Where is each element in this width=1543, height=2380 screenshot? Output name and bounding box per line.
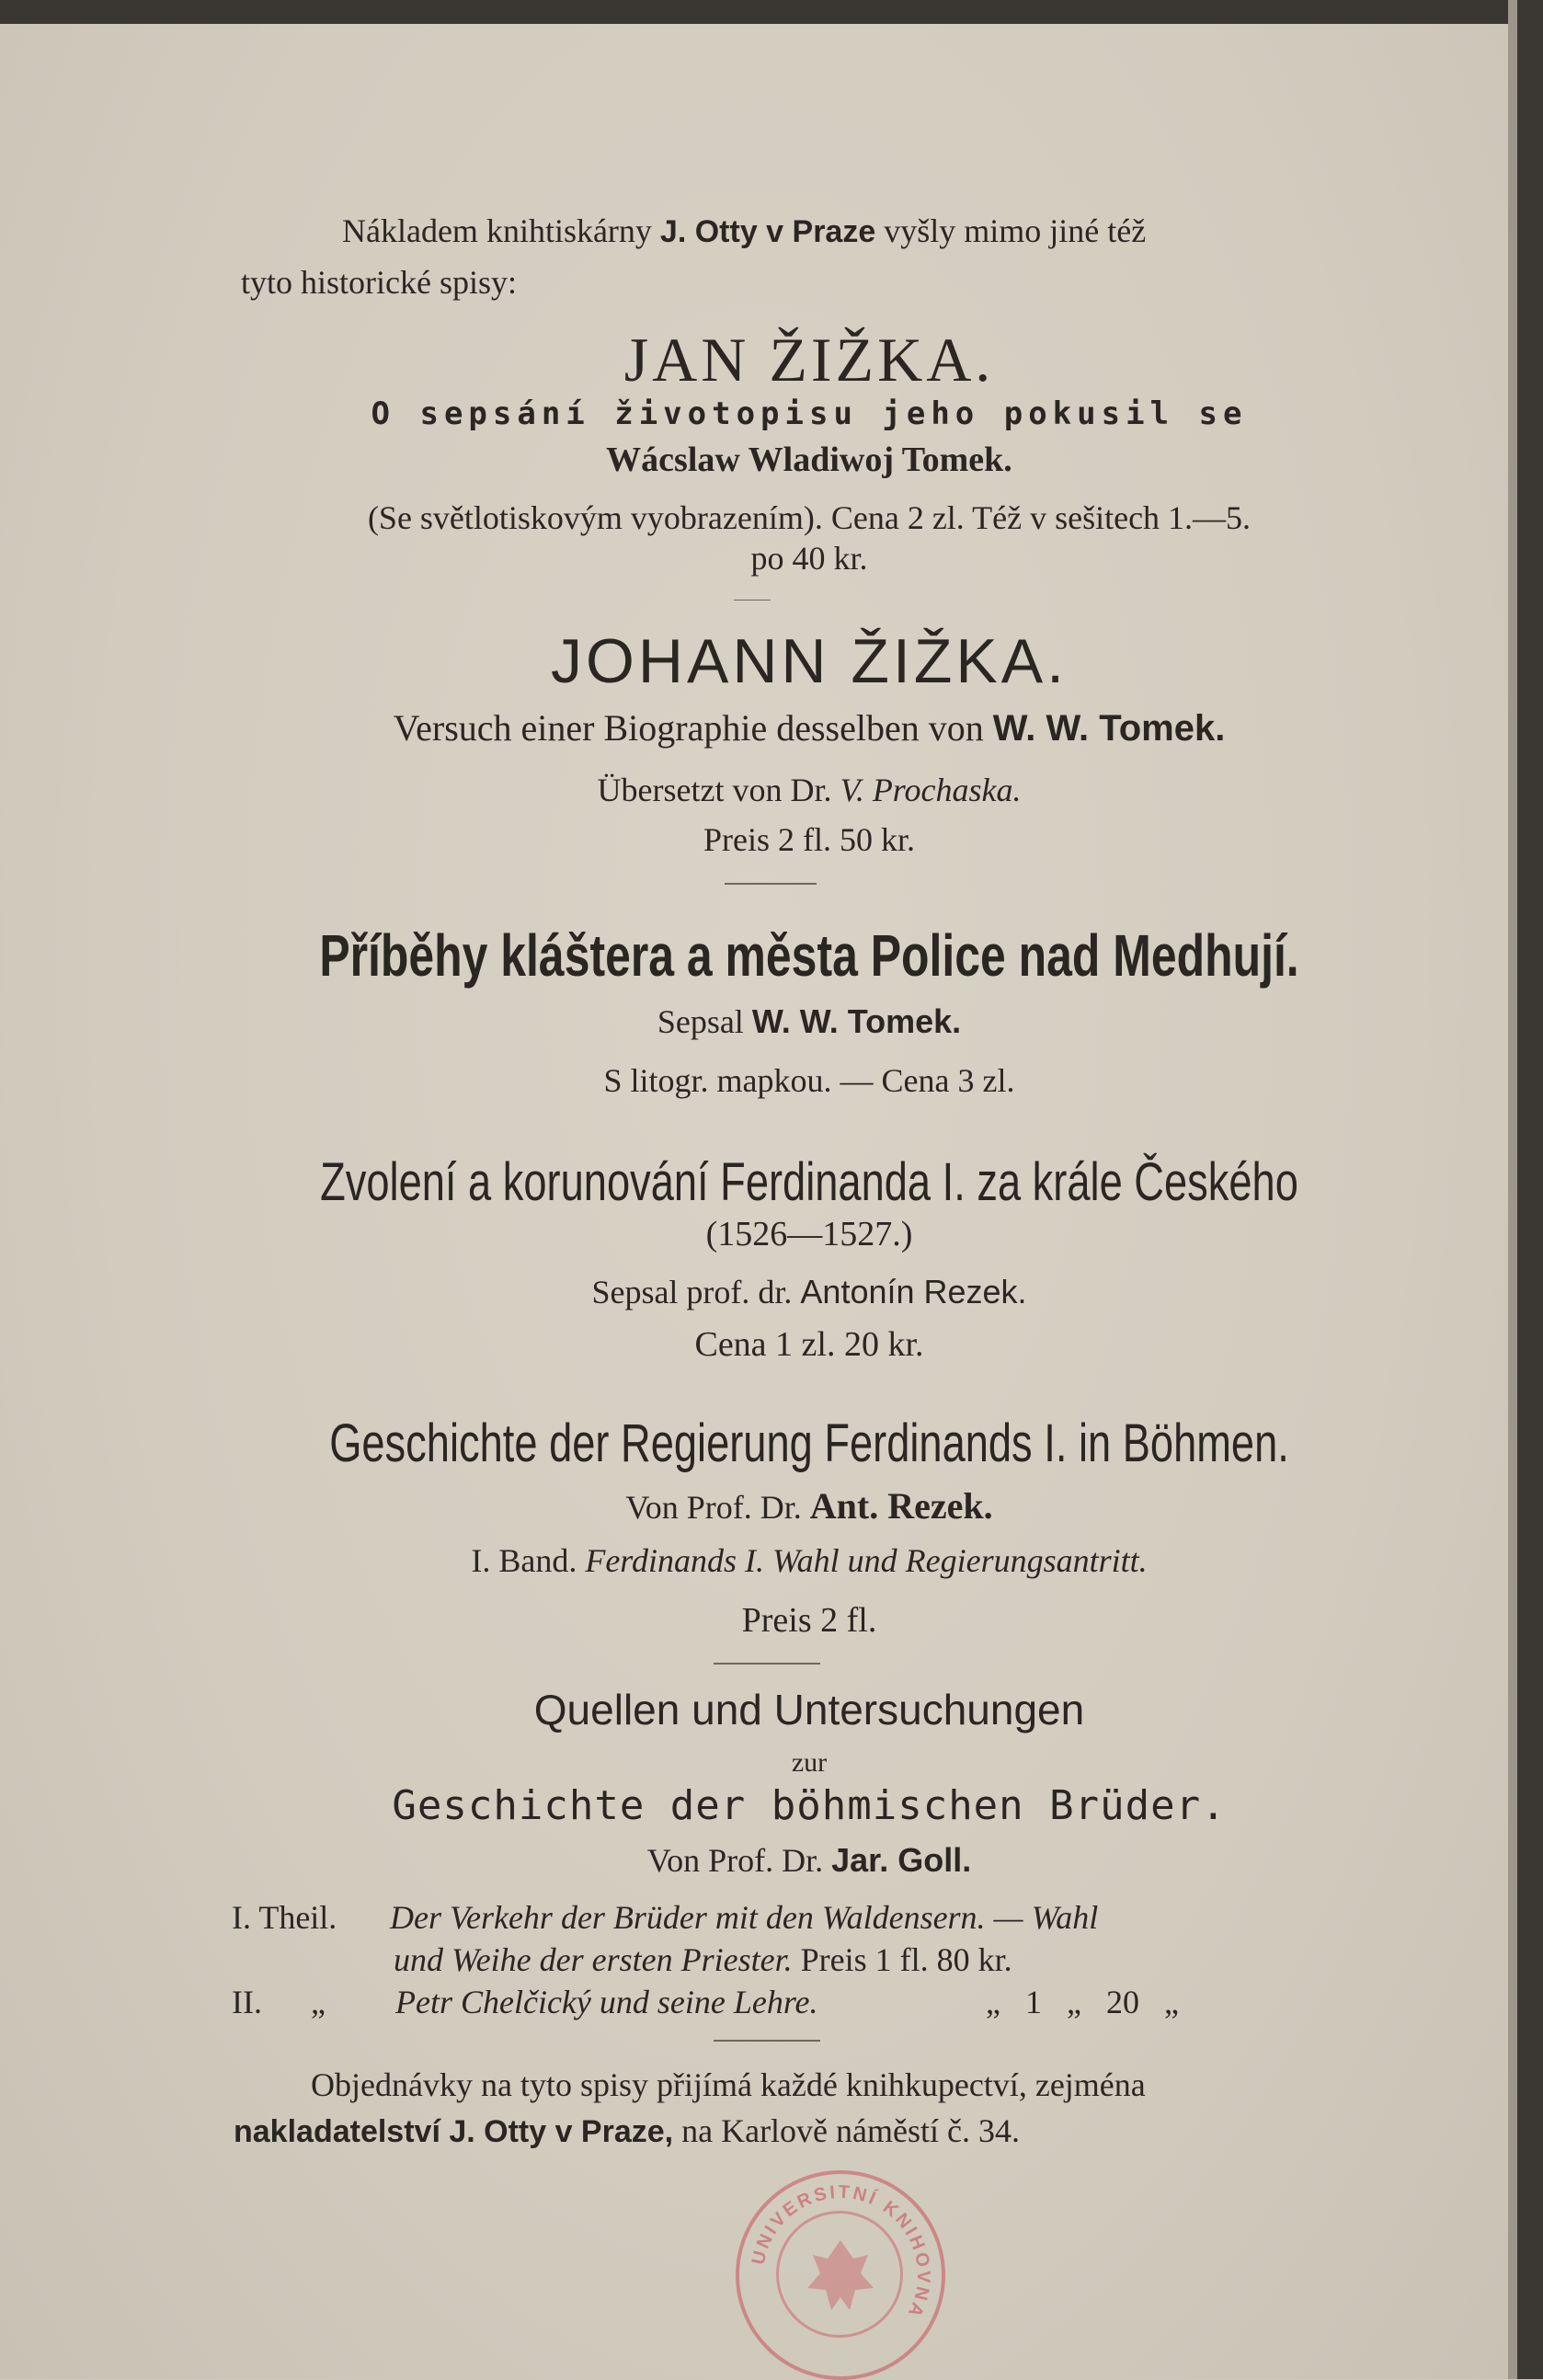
book6-author: Jar. Goll. bbox=[831, 1841, 972, 1879]
book3-line2: S litogr. mapkou. — Cena 3 zl. bbox=[603, 1062, 1015, 1099]
scan-edge-top bbox=[0, 0, 1543, 24]
book5-line2-text: I. Band. bbox=[471, 1542, 586, 1579]
book6-part1-text2 bbox=[394, 1940, 1012, 1979]
book5-title: Geschichte der Regierung Ferdinands I. in Böhmen. bbox=[329, 1413, 1289, 1473]
book4-author: Antonín Rezek. bbox=[800, 1273, 1027, 1310]
book6-part1-text2-title: und Weihe der ersten Priester. bbox=[394, 1941, 793, 1978]
book6-part1-price: Preis 1 fl. 80 kr. bbox=[792, 1941, 1012, 1978]
book1-line3: po 40 kr. bbox=[750, 540, 868, 577]
book3-author: W. W. Tomek. bbox=[751, 1002, 962, 1040]
book4-line1-text: Sepsal prof. dr. bbox=[591, 1274, 801, 1310]
book6-line1-text: Von Prof. Dr. bbox=[646, 1842, 832, 1879]
book3-line1-text: Sepsal bbox=[657, 1003, 752, 1040]
book4-years: (1526—1527.) bbox=[705, 1215, 913, 1253]
book6-part2-ditto: „ bbox=[311, 1984, 326, 2020]
book6-part2-label: II. bbox=[232, 1984, 262, 2020]
book2-line2 bbox=[0, 771, 1543, 809]
book6-title: Quellen und Untersuchungen bbox=[533, 1686, 1085, 1734]
book6-zur: zur bbox=[791, 1747, 828, 1778]
book5-subtitle: Ferdinands I. Wahl und Regierungsantritt. bbox=[585, 1542, 1148, 1579]
book2-line2-text: Übersetzt von Dr. bbox=[597, 772, 840, 808]
divider bbox=[725, 883, 817, 885]
footer-line-2 bbox=[234, 2111, 1020, 2150]
book2-author: W. W. Tomek. bbox=[992, 708, 1226, 749]
divider bbox=[734, 600, 771, 601]
book6-part1-text: Der Verkehr der Brüder mit den Waldensern. — Wahl bbox=[390, 1899, 1099, 1936]
footer-publisher: nakladatelství J. Otty v Praze, bbox=[234, 2114, 674, 2149]
book5-line2 bbox=[0, 1541, 1543, 1580]
divider bbox=[714, 1663, 820, 1665]
book3-line1 bbox=[0, 1002, 1543, 1041]
book4-price: Cena 1 zl. 20 kr. bbox=[694, 1325, 924, 1364]
book4-line1 bbox=[0, 1273, 1543, 1311]
book6-part2-text: Petr Chelčický und seine Lehre. bbox=[395, 1984, 818, 2020]
intro-line-1 bbox=[342, 212, 1146, 250]
book2-line1 bbox=[0, 706, 1543, 749]
book5-author: Ant. Rezek. bbox=[809, 1485, 993, 1527]
book1-author: Wácslaw Wladiwoj Tomek. bbox=[606, 441, 1012, 479]
svg-text:UNIVERSITNÍ KNIHOVNA: UNIVERSITNÍ KNIHOVNA bbox=[748, 2181, 934, 2323]
book5-price: Preis 2 fl. bbox=[741, 1601, 877, 1640]
intro-text-end: vyšly mimo jiné též bbox=[875, 212, 1147, 249]
book6-line1 bbox=[0, 1841, 1543, 1880]
library-stamp bbox=[736, 2170, 945, 2380]
book6-part2-price: „ 1 „ 20 „ bbox=[986, 1984, 1179, 2020]
book5-line1 bbox=[0, 1484, 1543, 1528]
book5-line1-text: Von Prof. Dr. bbox=[625, 1489, 810, 1526]
book3-title: Příběhy kláštera a města Police nad Medhují. bbox=[319, 922, 1299, 989]
book1-title: JAN ŽIŽKA. bbox=[623, 325, 995, 395]
publisher-name: J. Otty v Praze bbox=[659, 214, 876, 249]
footer-address: na Karlově náměstí č. 34. bbox=[673, 2112, 1020, 2149]
book1-line1: O sepsání životopisu jeho pokusil se bbox=[371, 395, 1248, 432]
stamp-lettering bbox=[739, 2174, 942, 2376]
divider bbox=[714, 2040, 820, 2042]
intro-text: Nákladem knihtiskárny bbox=[342, 212, 660, 249]
book2-title: JOHANN ŽIŽKA. bbox=[550, 626, 1069, 696]
footer-line-1: Objednávky na tyto spisy přijímá každé knihkupectví, zejména bbox=[311, 2066, 1146, 2103]
book2-price: Preis 2 fl. 50 kr. bbox=[703, 821, 915, 858]
book6-part1-label: I. Theil. bbox=[232, 1899, 337, 1936]
book4-title: Zvolení a korunování Ferdinanda I. za krále Českého bbox=[320, 1152, 1298, 1212]
intro-line-2: tyto historické spisy: bbox=[241, 264, 517, 301]
book6-subtitle: Geschichte der böhmischen Brüder. bbox=[392, 1782, 1227, 1829]
book2-translator: V. Prochaska. bbox=[840, 772, 1022, 808]
book1-line2: (Se světlotiskovým vyobrazením). Cena 2 zl. Též v sešitech 1.—5. bbox=[367, 499, 1252, 536]
book2-line1-text: Versuch einer Biographie desselben von bbox=[393, 707, 993, 749]
